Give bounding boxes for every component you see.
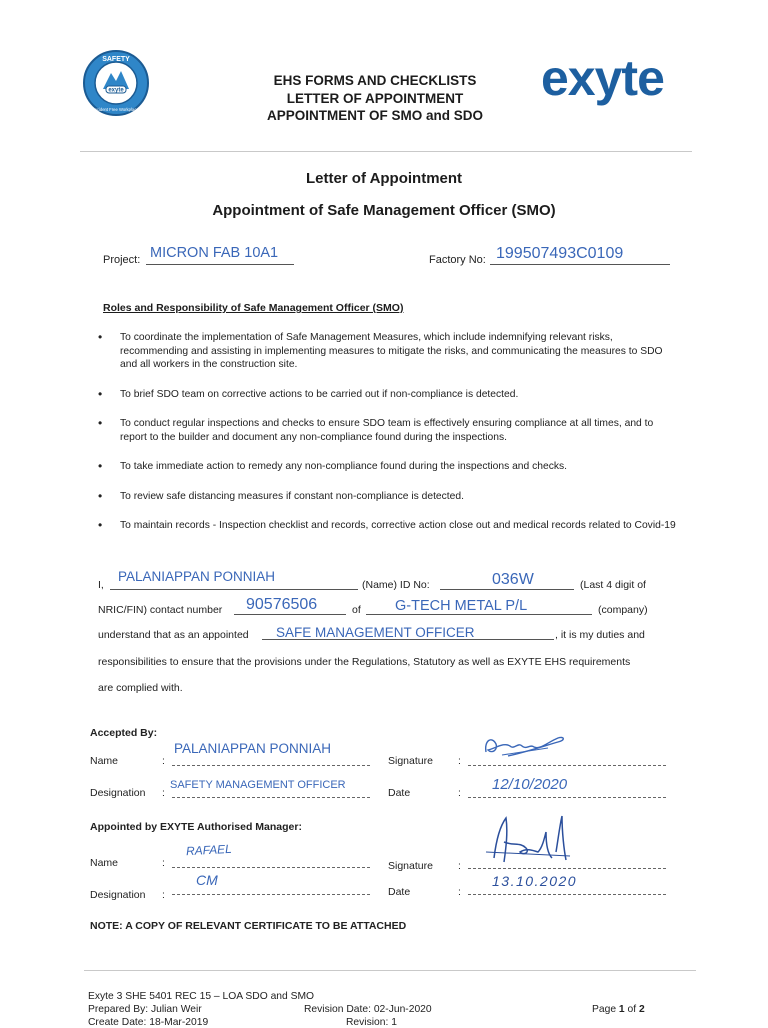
factory-label: Factory No: <box>429 254 486 266</box>
accepted-designation-label: Designation <box>90 787 146 799</box>
role-item: • To maintain records - Inspection checklist and records, corrective action close out and medical records related to Covid-19 <box>98 519 676 533</box>
factory-value: 199507493C0109 <box>496 245 624 262</box>
accepted-name-label: Name <box>90 755 119 767</box>
appointed-designation-colon: : <box>162 889 165 901</box>
decl-name-line <box>110 589 358 590</box>
header-line-1: EHS FORMS AND CHECKLISTS <box>273 73 477 88</box>
accepted-signature-line <box>468 765 666 766</box>
role-item: • To coordinate the implementation of Safe Management Measures, which include indemnifying relevant risks, recommending and assisting in implementing measures to mitigate the risks, and communicating the measures to SDO and all workers in the construction site. <box>98 331 676 372</box>
footer-page-num: 1 <box>618 1004 625 1015</box>
role-item: • To take immediate action to remedy any non-compliance found during the inspections and checks. <box>98 460 676 474</box>
accepted-date-colon: : <box>458 787 461 799</box>
decl-id-value: 036W <box>492 571 534 588</box>
footer-page-prefix: Page <box>592 1004 619 1015</box>
decl-name-value: PALANIAPPAN PONNIAH <box>118 569 276 584</box>
role-item: • To review safe distancing measures if constant non-compliance is detected. <box>98 490 676 504</box>
roles-title: Roles and Responsibility of Safe Management Officer (SMO) <box>103 302 404 314</box>
decl-last4-label: (Last 4 digit of <box>580 579 646 591</box>
footer-revision-date: Revision Date: 02-Jun-2020 <box>304 1004 432 1015</box>
appointed-signature-image <box>480 812 575 874</box>
appointed-name-value: RAFAEL <box>185 841 233 859</box>
note-text: NOTE: A COPY OF RELEVANT CERTIFICATE TO BE ATTACHED <box>90 920 407 932</box>
header-line-3: APPOINTMENT OF SMO and SDO <box>266 108 483 123</box>
decl-i: I, <box>98 579 104 591</box>
footer-doc-ref: Exyte 3 SHE 5401 REC 15 – LOA SDO and SMO <box>88 991 315 1002</box>
decl-contact-value: 90576506 <box>246 596 318 613</box>
decl-line-5: are complied with. <box>98 682 183 694</box>
appointed-date-colon: : <box>458 886 461 898</box>
footer-page-number <box>592 1004 645 1015</box>
safety-logo-top: SAFETY <box>102 56 130 63</box>
appointed-date-line <box>468 894 666 895</box>
decl-duties-label: , it is my duties and <box>555 629 645 641</box>
header-line-2: LETTER OF APPOINTMENT <box>286 90 464 106</box>
document-subtitle: Appointment of Safe Management Officer (SMO) <box>212 202 556 219</box>
decl-company-value: G-TECH METAL P/L <box>395 598 528 614</box>
appointed-name-colon: : <box>162 857 165 869</box>
appointed-name-label: Name <box>90 857 119 869</box>
safety-badge-icon <box>79 49 153 117</box>
exyte-logo: exyte <box>541 50 664 106</box>
safety-logo-bottom: Incident Free Workplace <box>93 107 139 112</box>
accepted-designation-value: SAFETY MANAGEMENT OFFICER <box>170 779 346 791</box>
appointed-name-line <box>172 867 370 868</box>
decl-of-label: of <box>352 604 361 616</box>
footer-prepared-by: Prepared By: Julian Weir <box>88 1004 202 1015</box>
factory-line <box>490 264 670 265</box>
decl-company-line <box>366 614 592 615</box>
accepted-name-value: PALANIAPPAN PONNIAH <box>174 741 332 756</box>
decl-understand-label: understand that as an appointed <box>98 629 249 641</box>
decl-nric-label: NRIC/FIN) contact number <box>98 604 223 616</box>
appointed-signature-colon: : <box>458 860 461 872</box>
accepted-date-line <box>468 797 666 798</box>
appointed-date-label: Date <box>388 886 411 898</box>
safety-logo <box>79 49 153 117</box>
role-item: • To conduct regular inspections and checks to ensure SDO team is effectively ensuring compliance at all times, and to report to the builder and document any non-compliance found during the inspections. <box>98 417 676 444</box>
accepted-signature-colon: : <box>458 755 461 767</box>
document-title: Letter of Appointment <box>305 170 463 187</box>
accepted-date-label: Date <box>388 787 411 799</box>
appointed-title: Appointed by EXYTE Authorised Manager: <box>90 821 302 833</box>
footer-page-total: 2 <box>638 1004 645 1015</box>
accepted-signature-image <box>478 728 573 764</box>
appointed-designation-label: Designation <box>90 889 146 901</box>
footer-divider <box>84 970 696 971</box>
accepted-name-line <box>172 765 370 766</box>
appointed-designation-value: CM <box>196 872 218 888</box>
accepted-name-colon: : <box>162 755 165 767</box>
accepted-designation-line <box>172 797 370 798</box>
accepted-signature-label: Signature <box>388 755 433 767</box>
appointed-signature-label: Signature <box>388 860 433 872</box>
accepted-designation-colon: : <box>162 787 165 799</box>
decl-company-label: (company) <box>598 604 648 616</box>
decl-line-4: responsibilities to ensure that the provisions under the Regulations, Statutory as well as EXYTE EHS requirements <box>98 656 631 668</box>
accepted-date-value: 12/10/2020 <box>492 776 568 793</box>
role-item: • To brief SDO team on corrective actions to be carried out if non-compliance is detected. <box>98 388 676 402</box>
roles-list <box>98 331 676 533</box>
footer-create-date: Create Date: 18-Mar-2019 <box>88 1017 209 1028</box>
project-line <box>146 264 294 265</box>
decl-id-line <box>440 589 574 590</box>
project-label: Project: <box>103 254 141 266</box>
decl-contact-line <box>234 614 346 615</box>
appointed-date-value: 13.10.2020 <box>492 873 578 889</box>
project-value: MICRON FAB 10A1 <box>150 245 279 261</box>
decl-name-id-label: (Name) ID No: <box>362 579 430 591</box>
appointed-designation-line <box>172 894 370 895</box>
accepted-title: Accepted By: <box>90 727 158 739</box>
footer-revision: Revision: 1 <box>346 1017 397 1028</box>
footer-page-of: of <box>624 1004 639 1015</box>
header-divider <box>80 151 692 152</box>
form-header-title <box>200 72 550 125</box>
decl-role-value: SAFE MANAGEMENT OFFICER <box>276 625 475 640</box>
safety-logo-center: exyte <box>108 87 124 94</box>
